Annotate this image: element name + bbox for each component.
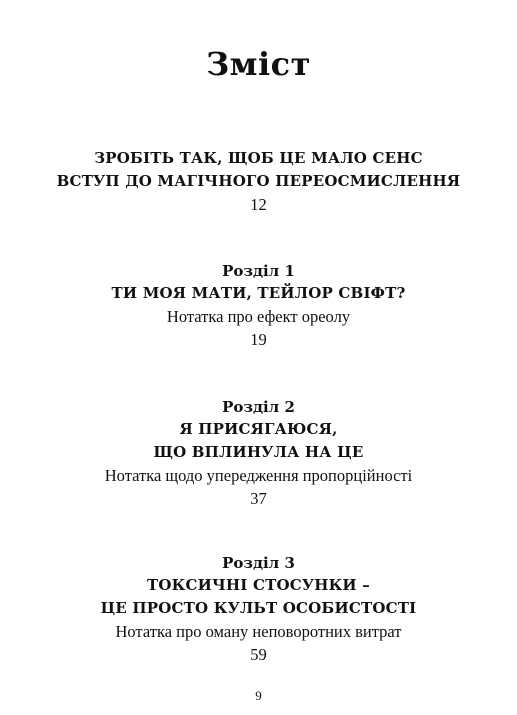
entry-subtitle: Нотатка про ефект ореолу: [166, 307, 351, 326]
toc-entry-chapter-3[interactable]: [0, 552, 517, 666]
entry-heading-line: Я ПРИСЯГАЮСЯ,: [179, 420, 338, 438]
toc-entry-chapter-1[interactable]: [0, 260, 517, 351]
entry-page-number: 19: [250, 330, 267, 349]
folio-page-number: 9: [255, 688, 262, 703]
entry-heading-line: ВСТУП ДО МАГІЧНОГО ПЕРЕОСМИСЛЕННЯ: [56, 172, 461, 190]
entry-subtitle: Нотатка про оману неповоротних витрат: [115, 622, 402, 641]
entry-heading-line: ТИ МОЯ МАТИ, ТЕЙЛОР СВІФТ?: [111, 284, 406, 302]
entry-page-number: 37: [250, 489, 267, 508]
entry-heading-line: ЦЕ ПРОСТО КУЛЬТ ОСОБИСТОСТІ: [100, 599, 417, 617]
entry-page-number: 59: [250, 645, 267, 664]
entry-subtitle: Нотатка щодо упередження пропорційності: [104, 466, 413, 485]
entry-heading-line: ЗРОБІТЬ ТАК, ЩОБ ЦЕ МАЛО СЕНС: [94, 149, 423, 167]
toc-entry-introduction[interactable]: [0, 147, 517, 216]
toc-entry-chapter-2[interactable]: [0, 396, 517, 510]
chapter-label: Розділ 3: [222, 554, 295, 572]
entry-heading-line: ТОКСИЧНІ СТОСУНКИ –: [147, 576, 370, 594]
page-title: Зміст: [206, 45, 311, 83]
entry-heading-line: ЩО ВПЛИНУЛА НА ЦЕ: [153, 443, 364, 461]
chapter-label: Розділ 1: [222, 262, 295, 280]
chapter-label: Розділ 2: [222, 398, 295, 416]
entry-page-number: 12: [250, 195, 267, 214]
